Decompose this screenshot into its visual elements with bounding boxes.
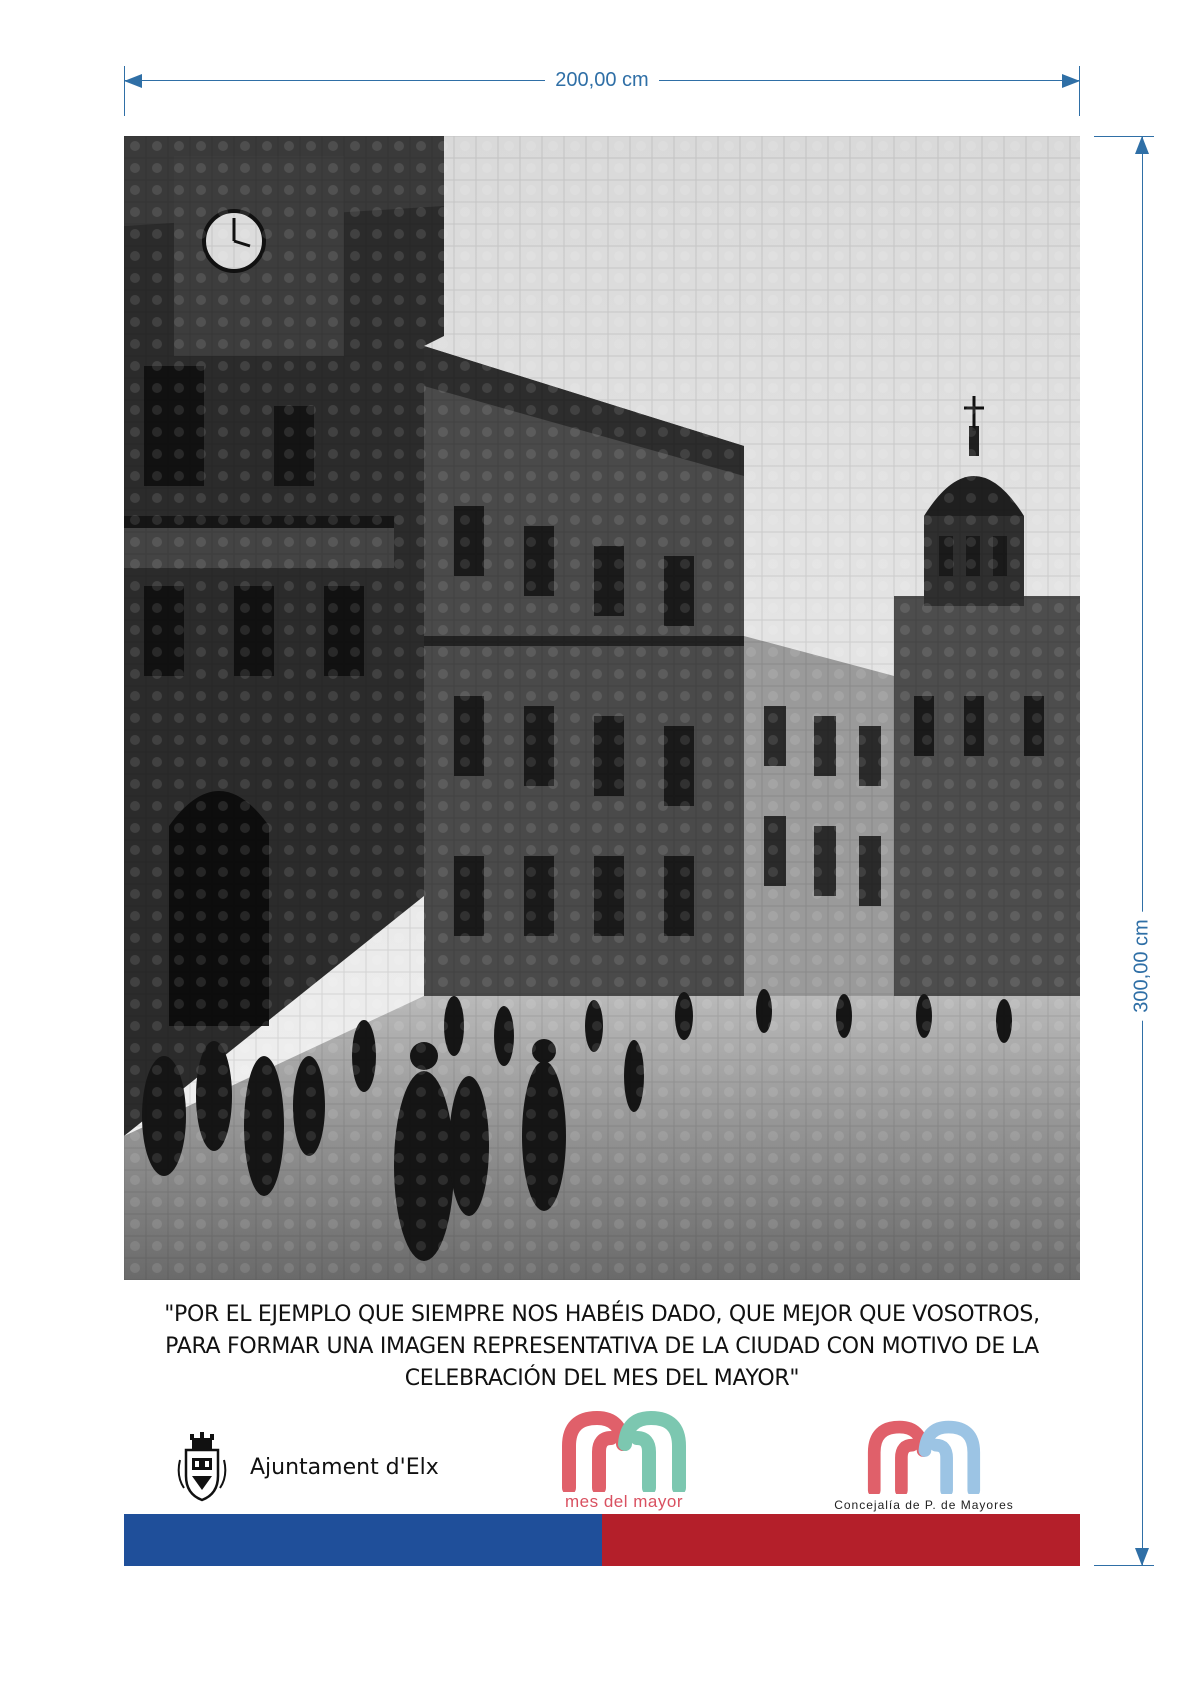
logo-row bbox=[124, 1406, 1080, 1516]
quote-line-1: "POR EL EJEMPLO QUE SIEMPRE NOS HABÉIS DADO, QUE MEJOR QUE VOSOTROS, bbox=[164, 1302, 1040, 1327]
mes-del-mayor-text: mes del mayor bbox=[565, 1492, 683, 1511]
width-dimension bbox=[124, 66, 1080, 116]
ajuntament-logo bbox=[176, 1432, 439, 1502]
quote-line-3: CELEBRACIÓN DEL MES DEL MAYOR" bbox=[404, 1366, 800, 1391]
poster bbox=[124, 136, 1080, 1566]
concejalia-icon bbox=[864, 1418, 984, 1494]
width-label: 200,00 cm bbox=[545, 69, 658, 91]
height-dimension bbox=[1094, 136, 1154, 1566]
quote-line-2: PARA FORMAR UNA IMAGEN REPRESENTATIVA DE LA CIUDAD CON MOTIVO DE LA bbox=[165, 1334, 1039, 1359]
ajuntament-name: Ajuntament d'Elx bbox=[250, 1454, 439, 1480]
arrow-up-icon bbox=[1135, 136, 1149, 154]
arrow-down-icon bbox=[1135, 1548, 1149, 1566]
mes-del-mayor-logo bbox=[554, 1408, 694, 1518]
color-band bbox=[124, 1514, 1080, 1566]
historic-city-square-photo bbox=[124, 136, 1080, 1280]
band-red bbox=[602, 1514, 1080, 1566]
elx-coat-of-arms-icon bbox=[176, 1432, 228, 1502]
mes-del-mayor-icon bbox=[559, 1408, 689, 1492]
height-label: 300,00 cm bbox=[1131, 911, 1154, 1020]
poster-quote bbox=[124, 1299, 1080, 1395]
band-blue bbox=[124, 1514, 602, 1566]
concejalia-logo bbox=[814, 1418, 1034, 1518]
height-line bbox=[1142, 136, 1143, 1566]
concejalia-text: Concejalía de P. de Mayores bbox=[834, 1498, 1014, 1512]
